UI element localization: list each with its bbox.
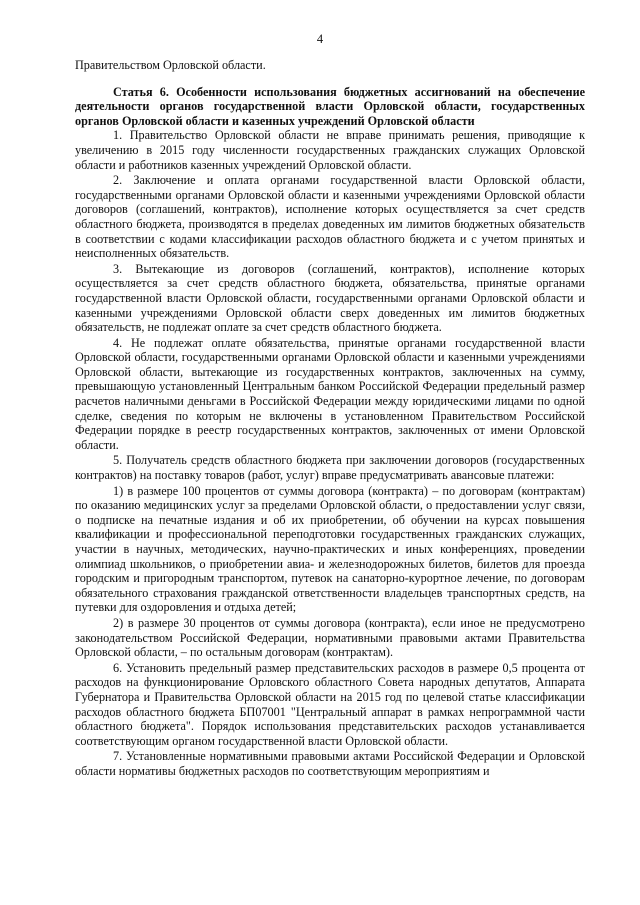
page-number: 4 [316,32,324,46]
article-heading: Статья 6. Особенности использования бюджетных ассигнований на обеспечение деятельности органов государственной власти Орловской области, государственных органов Орловской области и казенных учреждений Орловской области [75,84,585,128]
document-body [75,58,585,779]
lead-text: Правительством Орловской области. [75,58,266,72]
paragraph-5: 5. Получатель средств областного бюджета при заключении договоров (государственных контрактов) на поставку товаров (работ, услуг) вправе предусматривать авансовые платежи: [75,453,585,483]
paragraph-3: 3. Вытекающие из договоров (соглашений, контрактов), исполнение которых осуществляется за счет средств областного бюджета, обязательства, принятые органами государственной власти Орловской области, государственными органами Орловской области и казенными учреждениями Орловской области сверх доведенных им лимитов бюджетных обязательств, не подлежат оплате за счет средств областного бюджета. [75,261,585,335]
paragraph-5-item-2: 2) в размере 30 процентов от суммы договора (контракта), если иное не предусмотрено законодательством Российской Федерации, нормативными правовыми актами Правительства Орловской области, – по остальным договорам (контрактам). [75,615,585,660]
paragraph-5-item-1: 1) в размере 100 процентов от суммы договора (контракта) – по договорам (контрактам) по оказанию медицинских услуг за пределами Орловской области, о предоставлении услуг связи, о подписке на печатные издания и об их приобретении, об обучении на курсах повышения квалификации и профессиональной переподготовки государственных гражданских служащих, участии в научных, методических, научно-практических и иных конференциях, проведении олимпиад школьников, о приобретении авиа- и железнодорожных билетов, билетов для проезда городским и пригородным транспортом, путевок на санаторно-курортное лечение, по договорам обязательного страхования гражданской ответственности владельцев транспортных средств, на путевки для оздоровления и отдыха детей; [75,483,585,615]
paragraph-6: 6. Установить предельный размер представительских расходов в размере 0,5 процента от расходов на функционирование Орловского областного Совета народных депутатов, Аппарата Губернатора и Правительства Орловской области на 2015 год по целевой статье классификации расходов областного бюджета БП07001 "Центральный аппарат в рамках непрограммной части областного бюджета". Порядок использования представительских расходов устанавливается соответствующим органом государственной власти Орловской области. [75,660,585,748]
paragraph-4: 4. Не подлежат оплате обязательства, принятые органами государственной власти Орловской области, государственными органами Орловской области и казенными учреждениями Орловской области, вытекающие из государственных контрактов, заключенных на сумму, превышающую установленный Центральным банком Российской Федерации предельный размер расчетов наличными деньгами в Российской Федерации между юридическими лицами по одной сделке, сведения по которым не включены в установленном Правительством Российской Федерации порядке в реестр государственных контрактов, заключенных от имени Орловской области. [75,335,585,452]
paragraph-1: 1. Правительство Орловской области не вправе принимать решения, приводящие к увеличению в 2015 году численности государственных гражданских служащих Орловской области и работников казенных учреждений Орловской области. [75,128,585,172]
paragraph-7: 7. Установленные нормативными правовыми актами Российской Федерации и Орловской области нормативы бюджетных расходов по соответствующим мероприятиям и [75,749,585,778]
paragraph-2: 2. Заключение и оплата органами государственной власти Орловской области, государственными органами Орловской области и казенными учреждениями Орловской области договоров (соглашений, контрактов), исполнение которых осуществляется за счет средств областного бюджета, производятся в пределах доведенных им лимитов бюджетных обязательств в соответствии с кодами классификации расходов областного бюджета и с учетом принятых и неисполненных обязательств. [75,173,585,261]
